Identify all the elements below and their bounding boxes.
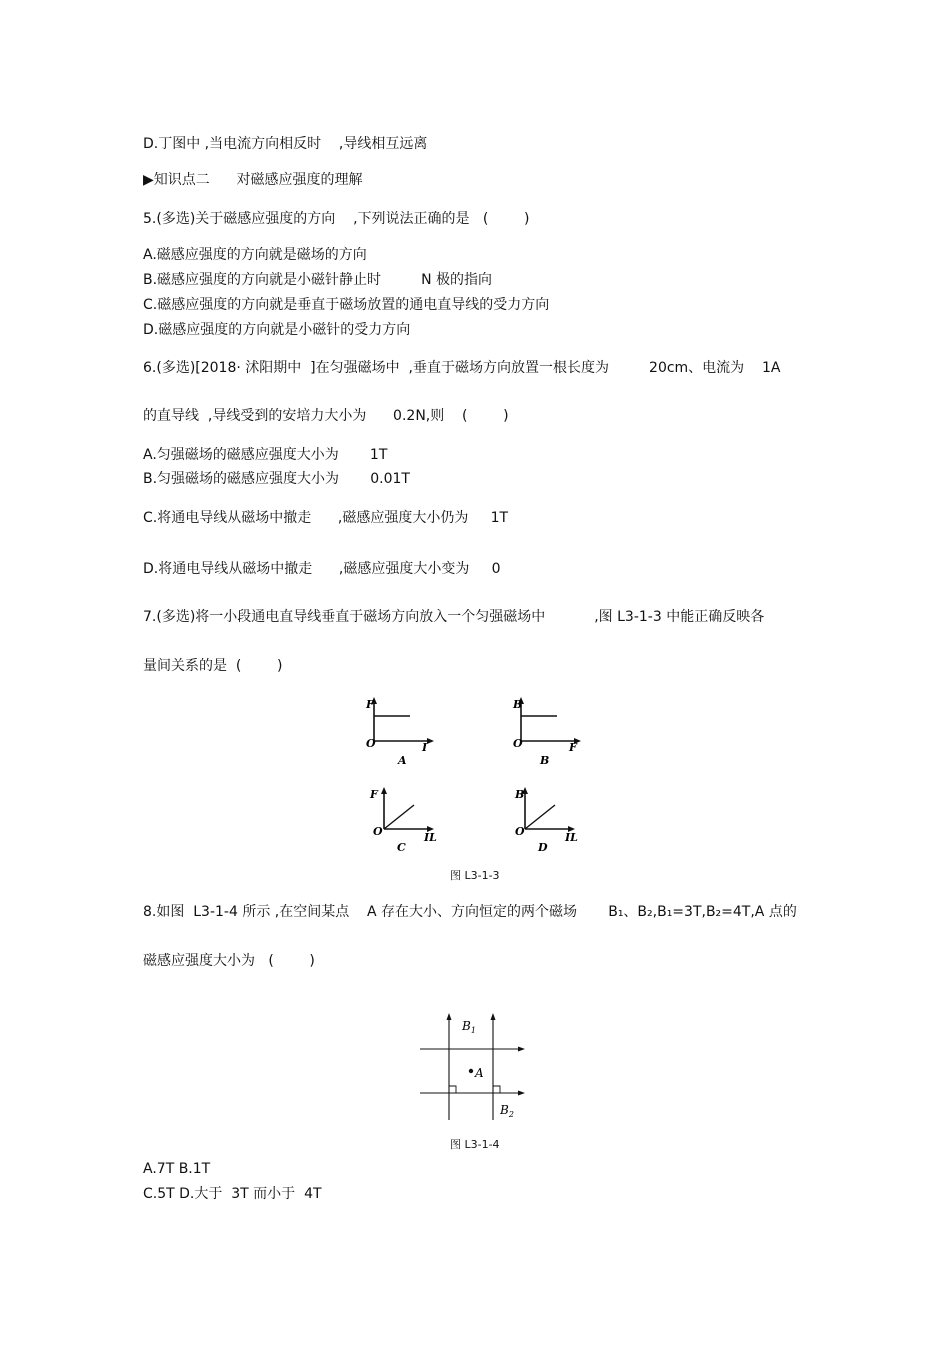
b2-label: $B_2$	[500, 1103, 514, 1119]
q5-option-c: C.磁感应强度的方向就是垂直于磁场放置的通电直导线的受力方向	[143, 297, 550, 313]
graph-c-origin: O	[373, 825, 383, 838]
graph-a-letter: A	[398, 754, 407, 767]
field-diagram	[418, 1010, 530, 1125]
q5-option-a: A.磁感应强度的方向就是磁场的方向	[143, 247, 367, 263]
q5-option-b: B.磁感应强度的方向就是小磁针静止时 N 极的指向	[143, 272, 493, 288]
option-d-prev: D.丁图中 ,当电流方向相反时 ,导线相互远离	[143, 136, 428, 152]
question-6-line1: 6.(多选)[2018· 沭阳期中 ]在匀强磁场中 ,垂直于磁场方向放置一根长度为 20cm、电流为 1A	[143, 360, 781, 376]
q6-option-d: D.将通电导线从磁场中撤走 ,磁感应强度大小变为 0	[143, 561, 501, 577]
q6-option-b: B.匀强磁场的磁感应强度大小为 0.01T	[143, 471, 410, 487]
q6-option-a: A.匀强磁场的磁感应强度大小为 1T	[143, 447, 388, 463]
question-7-line2: 量间关系的是 ( )	[143, 658, 283, 674]
graph-c	[360, 785, 450, 860]
graph-d	[505, 785, 595, 860]
graph-a	[360, 695, 440, 770]
graph-c-y-label: F	[370, 788, 378, 801]
graph-c-x-label: IL	[424, 831, 437, 844]
graph-b-x-label: F	[569, 741, 577, 754]
q5-option-d: D.磁感应强度的方向就是小磁针的受力方向	[143, 322, 411, 338]
graph-d-origin: O	[515, 825, 525, 838]
point-a-label: A	[475, 1066, 484, 1080]
graph-d-y-label: B	[515, 788, 525, 801]
graph-d-x-label: IL	[565, 831, 578, 844]
graph-b	[507, 695, 587, 770]
question-7-line1: 7.(多选)将一小段通电直导线垂直于磁场方向放入一个匀强磁场中 ,图 L3-1-3 中能正确反映各	[143, 609, 765, 625]
graph-a-origin: O	[366, 737, 376, 750]
graph-b-y-label: B	[513, 698, 523, 711]
question-8-line2: 磁感应强度大小为 ( )	[143, 953, 315, 969]
q6-option-c: C.将通电导线从磁场中撤走 ,磁感应强度大小仍为 1T	[143, 510, 509, 526]
section-heading: ▶知识点二 对磁感应强度的理解	[143, 172, 363, 188]
figure-caption-l3-1-3: 图 L3-1-3	[450, 869, 500, 882]
graph-d-letter: D	[538, 841, 548, 854]
graph-a-x-label: I	[422, 741, 428, 754]
graph-c-letter: C	[397, 841, 406, 854]
q8-options-ab: A.7T B.1T	[143, 1161, 211, 1177]
graph-b-letter: B	[540, 754, 550, 767]
b1-label: $B_1$	[462, 1019, 476, 1035]
figure-caption-l3-1-4: 图 L3-1-4	[450, 1138, 500, 1151]
question-5: 5.(多选)关于磁感应强度的方向 ,下列说法正确的是 ( )	[143, 211, 530, 227]
graph-b-origin: O	[513, 737, 523, 750]
question-8-line1: 8.如图 L3-1-4 所示 ,在空间某点 A 存在大小、方向恒定的两个磁场 B₁、B₂,B₁=3T,B₂=4T,A 点的	[143, 904, 797, 920]
graph-a-y-label: F	[366, 698, 374, 711]
question-6-line2: 的直导线 ,导线受到的安培力大小为 0.2N,则 ( )	[143, 408, 509, 424]
q8-options-cd: C.5T D.大于 3T 而小于 4T	[143, 1186, 322, 1202]
point-a-dot	[469, 1069, 473, 1073]
